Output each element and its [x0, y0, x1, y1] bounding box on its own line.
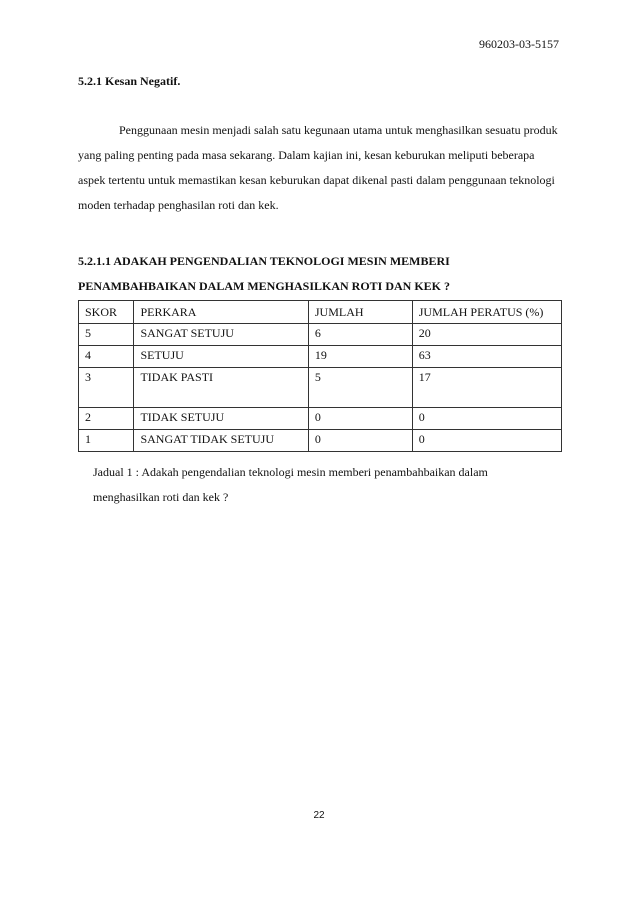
table-caption [93, 460, 553, 510]
cell-skor: 1 [79, 430, 134, 452]
subsection-heading-line1: 5.2.1.1 ADAKAH PENGENDALIAN TEKNOLOGI MESIN MEMBERI [78, 254, 450, 268]
section-paragraph-text: Penggunaan mesin menjadi salah satu kegunaan utama untuk menghasilkan sesuatu produk yang paling penting pada masa sekarang. Dalam kajian ini, kesan keburukan meliputi beberapa aspek tertentu untuk memastikan kesan keburukan dapat dikenal pasti dalam penggunaan teknologi moden terhadap penghasilan roti dan kek. [78, 123, 558, 212]
cell-perkara: SANGAT TIDAK SETUJU [134, 430, 308, 452]
document-id: 960203-03-5157 [479, 37, 559, 51]
cell-perkara: TIDAK SETUJU [134, 408, 308, 430]
cell-peratus: 20 [412, 324, 561, 346]
cell-peratus: 63 [412, 346, 561, 368]
table-row [79, 368, 562, 408]
page-number: 22 [313, 810, 325, 821]
cell-peratus: 0 [412, 408, 561, 430]
cell-skor: 5 [79, 324, 134, 346]
cell-skor: 2 [79, 408, 134, 430]
table-header-row [79, 301, 562, 324]
cell-jumlah: 0 [308, 430, 412, 452]
cell-perkara: SETUJU [134, 346, 308, 368]
header-perkara: PERKARA [134, 301, 308, 324]
header-skor: SKOR [79, 301, 134, 324]
cell-skor: 3 [79, 368, 134, 408]
cell-peratus: 0 [412, 430, 561, 452]
cell-jumlah: 5 [308, 368, 412, 408]
header-jumlah: JUMLAH [308, 301, 412, 324]
cell-jumlah: 19 [308, 346, 412, 368]
header-jumlah-peratus: JUMLAH PERATUS (%) [412, 301, 561, 324]
subsection-heading-line2: PENAMBAHBAIKAN DALAM MENGHASILKAN ROTI DAN KEK ? [78, 279, 451, 293]
table-row [79, 324, 562, 346]
table-caption-line1: Jadual 1 : Adakah pengendalian teknologi mesin memberi penambahbaikan dalam [93, 465, 488, 479]
section-paragraph [78, 118, 560, 218]
cell-peratus: 17 [412, 368, 561, 408]
results-table [78, 300, 562, 452]
cell-jumlah: 0 [308, 408, 412, 430]
table-row [79, 430, 562, 452]
table-row [79, 408, 562, 430]
cell-jumlah: 6 [308, 324, 412, 346]
table-row [79, 346, 562, 368]
cell-perkara: SANGAT SETUJU [134, 324, 308, 346]
table-caption-line2: menghasilkan roti dan kek ? [93, 490, 229, 504]
cell-skor: 4 [79, 346, 134, 368]
section-heading: 5.2.1 Kesan Negatif. [78, 74, 181, 88]
cell-perkara: TIDAK PASTI [134, 368, 308, 408]
subsection-heading [78, 249, 568, 299]
